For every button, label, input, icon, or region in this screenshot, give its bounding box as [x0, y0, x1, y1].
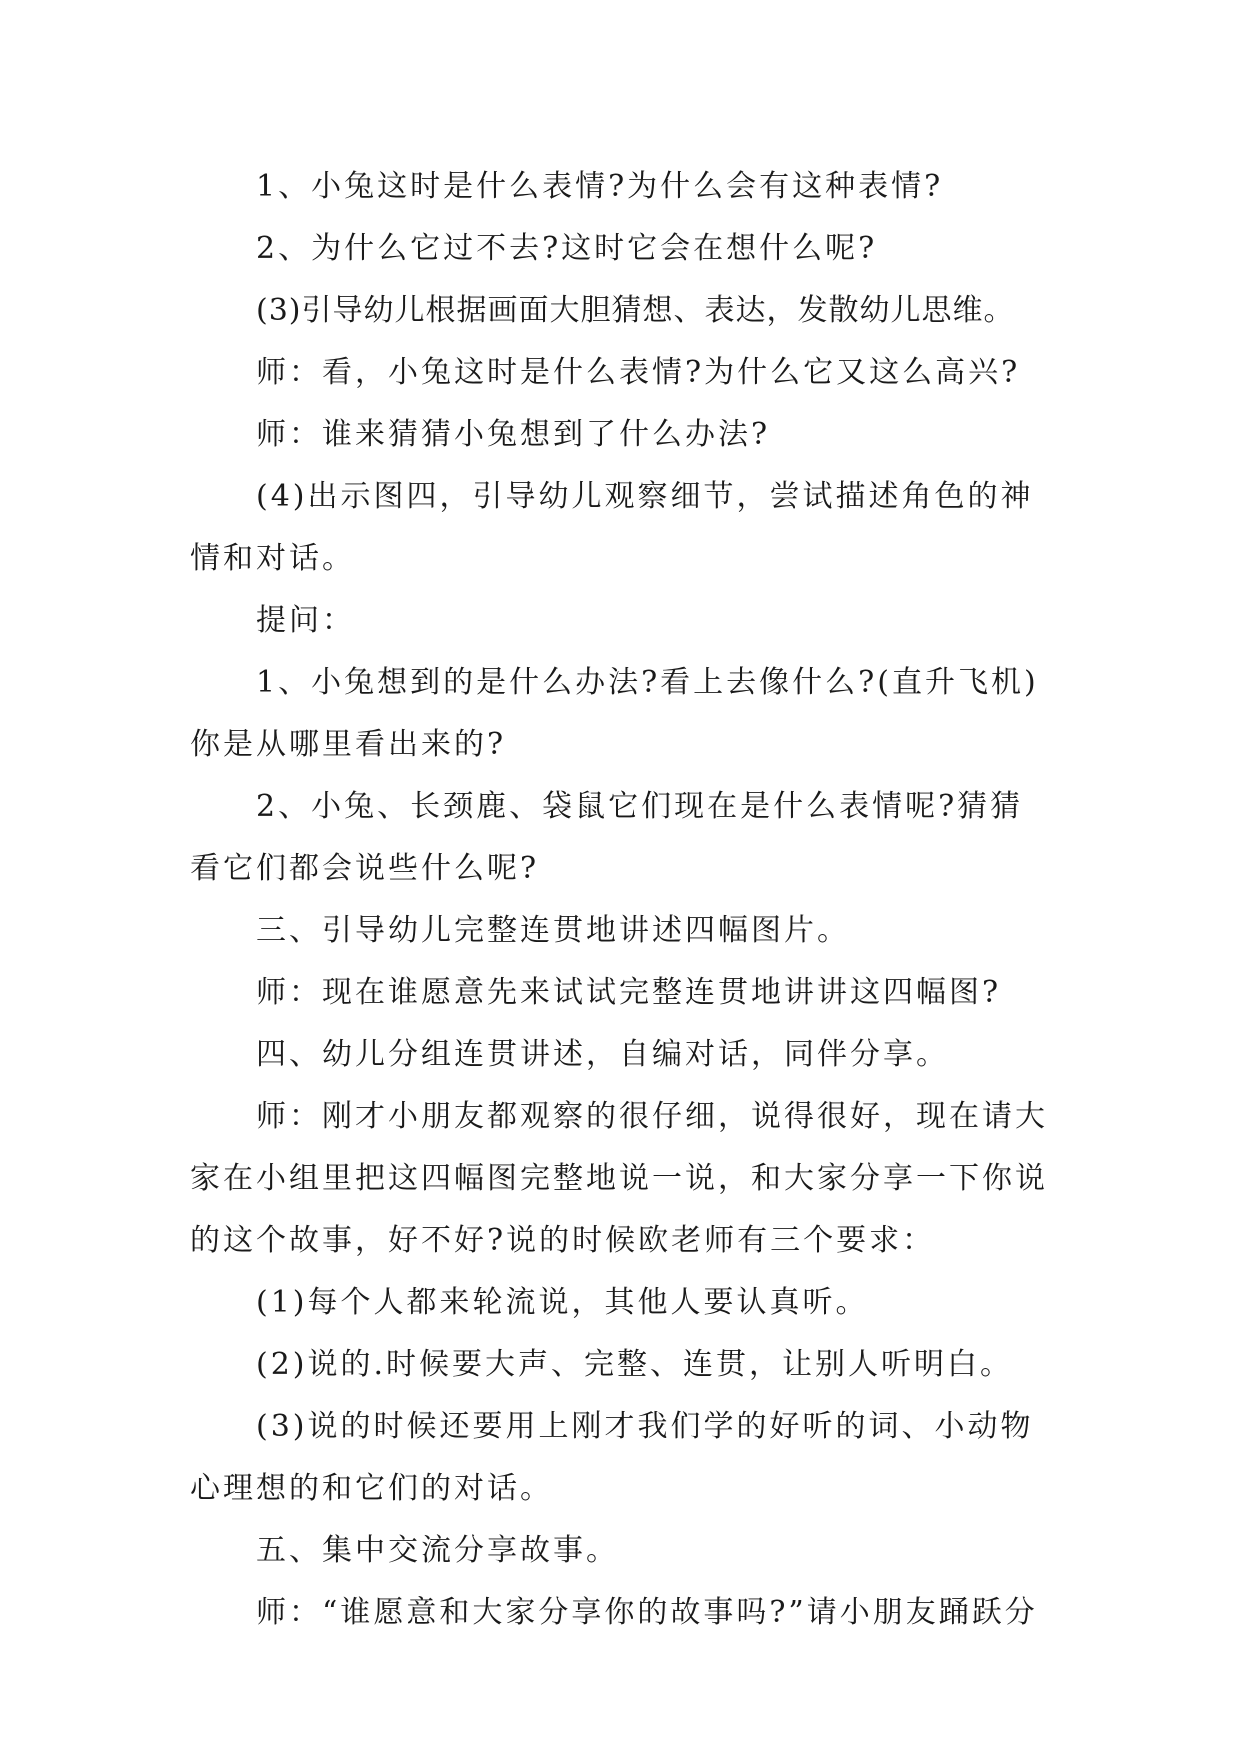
paragraph: 1、小兔这时是什么表情?为什么会有这种表情? [256, 169, 944, 204]
paragraph: 师：“谁愿意和大家分享你的故事吗?”请小朋友踊跃分 [256, 1595, 1038, 1630]
paragraph: 三、引导幼儿完整连贯地讲述四幅图片。 [256, 913, 850, 948]
paragraph: 师：现在谁愿意先来试试完整连贯地讲讲这四幅图? [256, 975, 1002, 1010]
paragraph: 1、小兔想到的是什么办法?看上去像什么?(直升飞机)你是从哪里看出来的? [190, 665, 1039, 762]
paragraph: 五、集中交流分享故事。 [256, 1533, 619, 1568]
paragraph: 师：刚才小朋友都观察的很仔细，说得很好，现在请大家在小组里把这四幅图完整地说一说，和大家分享一下你说的这个故事，好不好?说的时候欧老师有三个要求： [190, 1099, 1048, 1258]
paragraph: (2)说的.时候要大声、完整、连贯，让别人听明白。 [256, 1347, 1014, 1382]
paragraph: (3)引导幼儿根据画面大胆猜想、表达，发散幼儿思维。 [256, 293, 1015, 328]
paragraph: 2、为什么它过不去?这时它会在想什么呢? [256, 231, 878, 266]
paragraph: 2、小兔、长颈鹿、袋鼠它们现在是什么表情呢?猜猜看它们都会说些什么呢? [190, 789, 1024, 886]
paragraph: (1)每个人都来轮流说，其他人要认真听。 [256, 1285, 869, 1320]
paragraph: 师：谁来猜猜小兔想到了什么办法? [256, 417, 771, 452]
paragraph: 四、幼儿分组连贯讲述，自编对话，同伴分享。 [256, 1037, 949, 1072]
paragraph: (4)出示图四，引导幼儿观察细节，尝试描述角色的神情和对话。 [190, 479, 1034, 576]
paragraph: 师：看，小兔这时是什么表情?为什么它又这么高兴? [256, 355, 1021, 390]
paragraph: 提问： [256, 603, 355, 638]
paragraph: (3)说的时候还要用上刚才我们学的好听的词、小动物心理想的和它们的对话。 [190, 1409, 1034, 1506]
document-body [190, 156, 1052, 1644]
